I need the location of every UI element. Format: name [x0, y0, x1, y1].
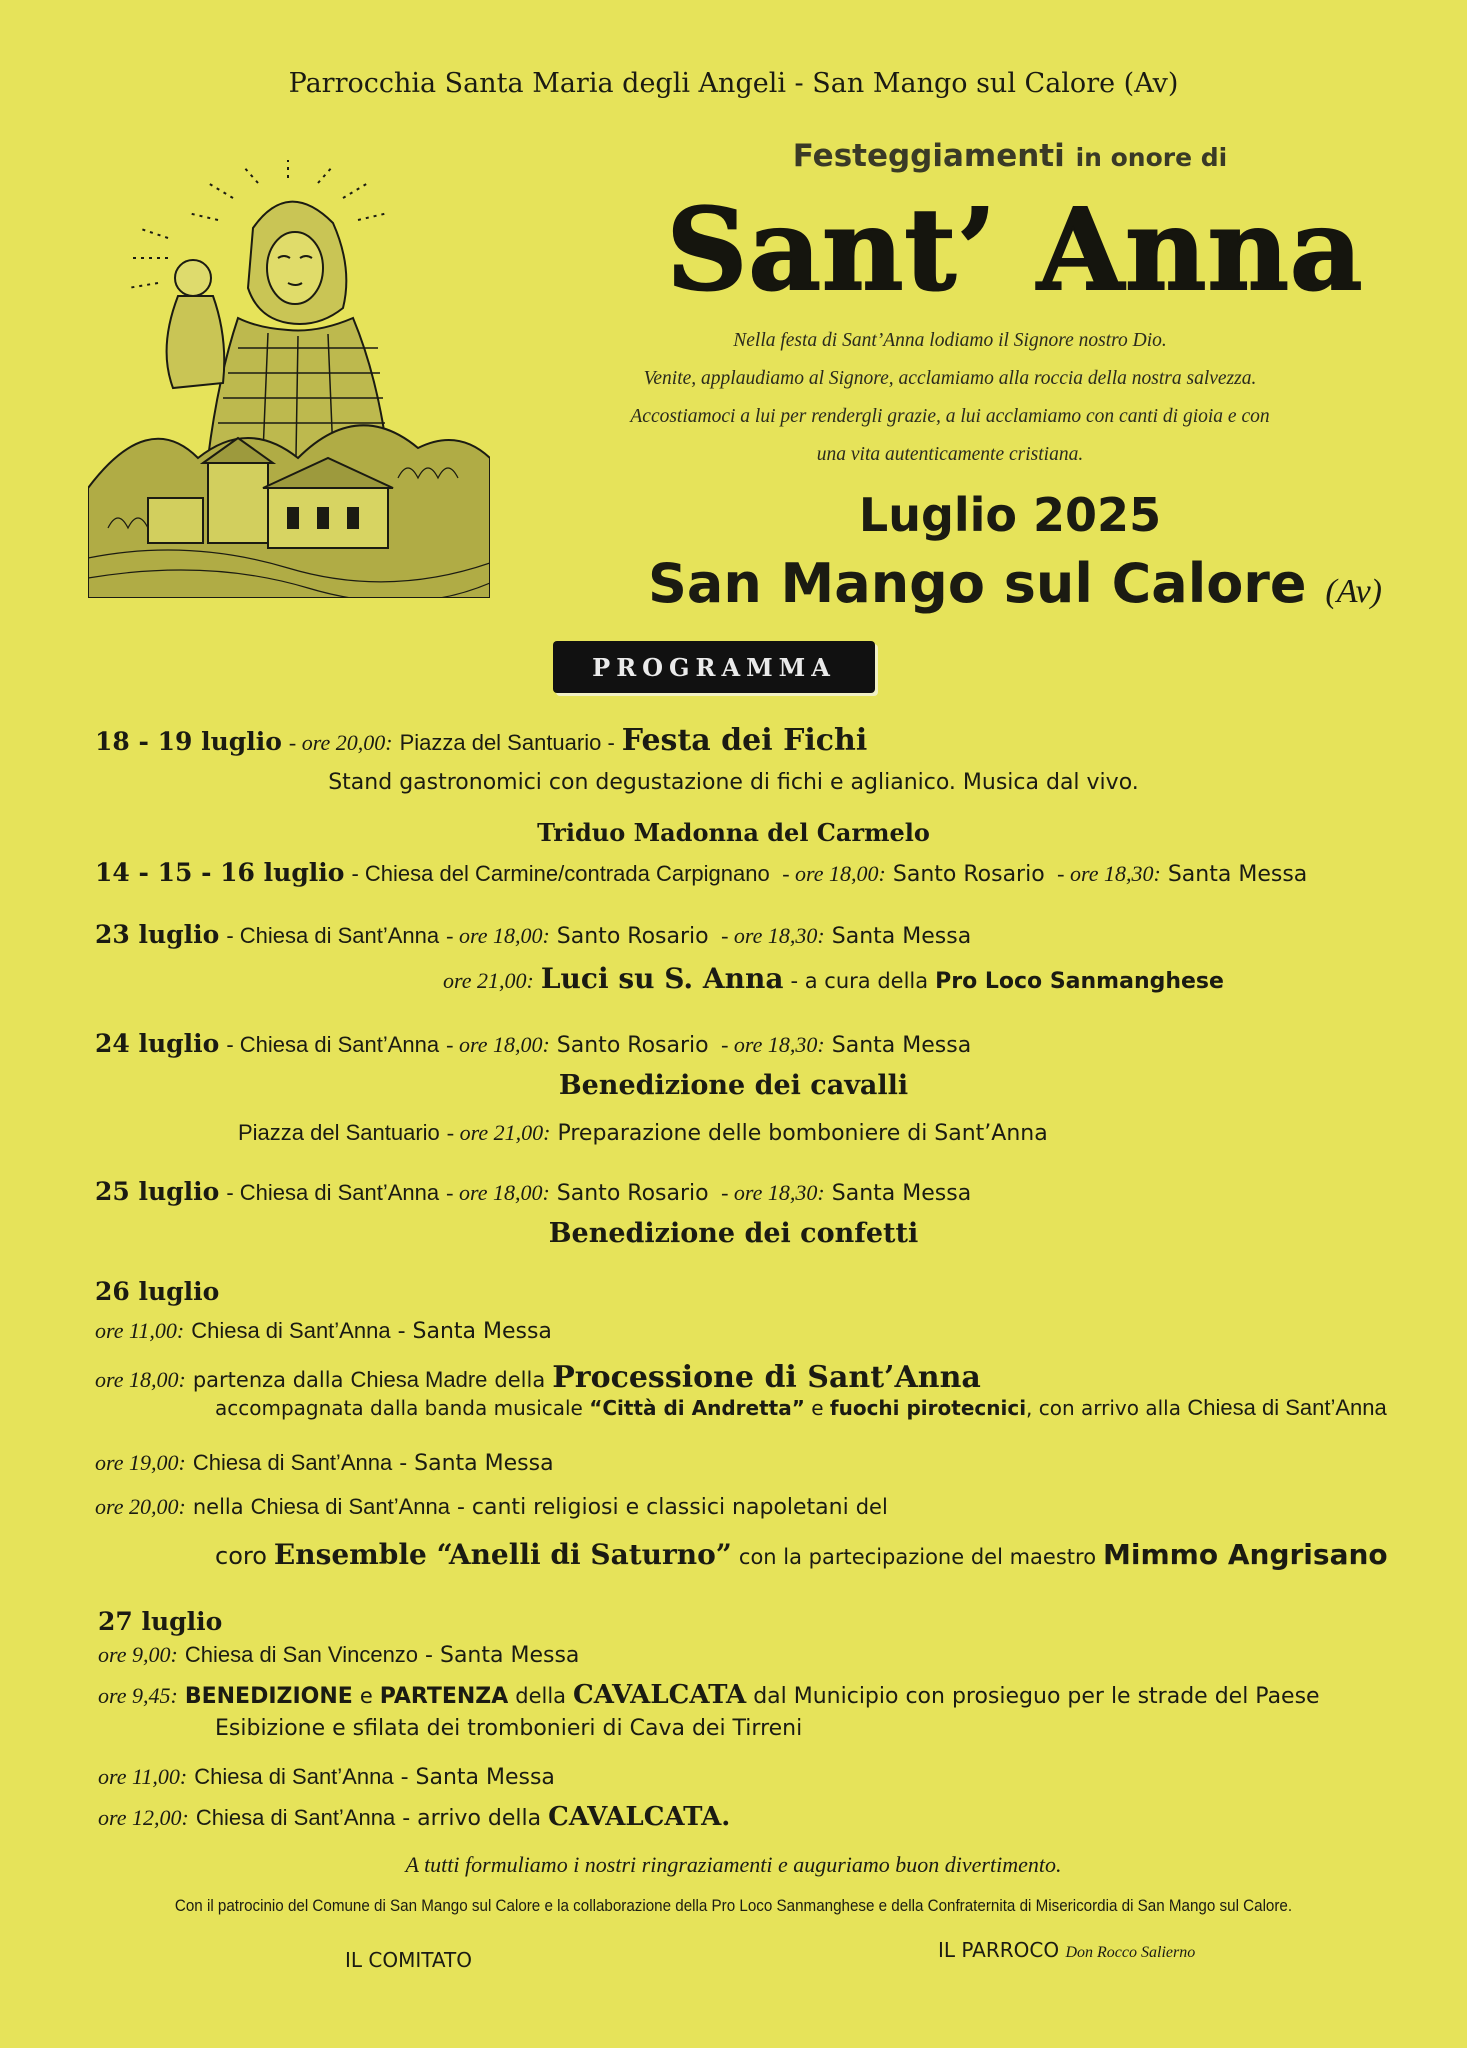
cavalcata: CAVALCATA. [548, 1802, 731, 1832]
quote-line-3: Accostiamoci a lui per rendergli grazie, a lui acclamiamo con canti di gioia e con [630, 406, 1270, 427]
row-27-1 [98, 1642, 579, 1668]
triduo-title: Triduo Madonna del Carmelo [537, 818, 930, 847]
in-onore-di: in onore di [1075, 143, 1228, 172]
date-23: 23 luglio [95, 920, 220, 949]
row-26-1 [95, 1318, 552, 1344]
partenza: PARTENZA [379, 1684, 509, 1709]
quote-block [540, 322, 1360, 474]
time-1: - ore 18,00: [446, 1180, 550, 1205]
row-26-4 [95, 1494, 888, 1520]
place: Chiesa di Sant’Anna [250, 1494, 450, 1519]
event-bomboniere: Preparazione delle bomboniere di Sant’Anna [557, 1121, 1048, 1146]
time-1: - ore 18,00: [782, 861, 886, 886]
parroco-signature [938, 1938, 1195, 1962]
time: ore 12,00: [98, 1805, 189, 1830]
band-name: “Città di Andretta” [589, 1396, 805, 1420]
quote-line-1: Nella festa di Sant’Anna lodiamo il Signore nostro Dio. [733, 330, 1167, 351]
place: Chiesa di Sant’Anna [194, 1764, 394, 1789]
place: Chiesa di Sant’Anna [1187, 1395, 1387, 1420]
row-25 [95, 1177, 971, 1206]
event: - Santa Messa [425, 1643, 580, 1668]
text: della [494, 1368, 546, 1392]
row-26-2 [95, 1360, 981, 1395]
text: e [811, 1396, 824, 1420]
date-18-19: 18 - 19 luglio [95, 727, 282, 756]
time-1: - ore 18,00: [446, 923, 550, 948]
event-2: Santa Messa [831, 1033, 972, 1058]
festeggiamenti-word: Festeggiamenti [792, 138, 1065, 174]
event-2: Santa Messa [831, 1181, 972, 1206]
event: - Santa Messa [397, 1319, 552, 1344]
saint-anne-illustration-icon [88, 158, 490, 598]
row-24 [95, 1029, 971, 1058]
patronage-line: Con il patrocinio del Comune di San Mango sul Calore e la collaborazione della Pro Loco Sanmanghese e della Confraternita di Misericordia di San Mango sul Calore. [174, 1897, 1293, 1915]
ensemble-name: Ensemble “Anelli di Saturno” [273, 1538, 732, 1571]
text: partenza dalla [192, 1368, 344, 1392]
row-27-2 [98, 1680, 1320, 1710]
place: Piazza del Santuario - [399, 730, 615, 755]
place: Chiesa di Sant’Anna [192, 1450, 393, 1475]
time: - ore 20,00: [288, 730, 393, 755]
thanks-line: A tutti formuliamo i nostri ringraziamenti e auguriamo buon divertimento. [405, 1852, 1062, 1877]
place: - Chiesa di Sant’Anna [226, 923, 440, 948]
time: ore 11,00: [95, 1318, 185, 1343]
date-24: 24 luglio [95, 1029, 220, 1058]
row-23-evening [443, 962, 1224, 995]
date-27: 27 luglio [98, 1607, 223, 1636]
event: - Santa Messa [399, 1451, 554, 1476]
benedizione-confetti: Benedizione dei confetti [548, 1218, 919, 1249]
text: con la partecipazione del maestro [738, 1545, 1097, 1569]
event: - Santa Messa [400, 1765, 555, 1790]
time-3: ore 21,00: [443, 968, 534, 993]
benedizione-cavalli: Benedizione dei cavalli [558, 1070, 909, 1101]
event-processione: Processione di Sant’Anna [552, 1360, 981, 1395]
fichi-desc: Stand gastronomici con degustazione di fichi e aglianico. Musica dal vivo. [328, 770, 1139, 795]
event-1: Santo Rosario [556, 924, 709, 949]
place: - Chiesa di Sant’Anna [226, 1032, 440, 1057]
parroco-name: Don Rocco Salierno [1065, 1944, 1196, 1961]
time: ore 20,00: [95, 1494, 186, 1519]
place: Chiesa di Sant’Anna [195, 1805, 396, 1830]
text: nella [192, 1495, 244, 1519]
text: , con arrivo alla [1026, 1396, 1181, 1420]
quote-line-2: Venite, applaudiamo al Signore, acclamiamo alla roccia della nostra salvezza. [643, 368, 1257, 389]
time: ore 19,00: [95, 1450, 186, 1475]
time: ore 9,00: [98, 1642, 178, 1667]
coro: coro [215, 1542, 267, 1570]
page-title: Sant’ Anna [666, 185, 1364, 316]
programma-badge: PROGRAMMA [553, 641, 875, 693]
place: Chiesa di Sant’Anna [191, 1318, 391, 1343]
event-1: Santo Rosario [556, 1181, 709, 1206]
row-26-4-coro [215, 1538, 1388, 1571]
row-triduo [95, 858, 1307, 887]
maestro-name: Mimmo Angrisano [1103, 1538, 1388, 1571]
place: Chiesa di San Vincenzo [184, 1642, 419, 1667]
row-27-2-desc: Esibizione e sfilata dei trombonieri di Cava dei Tirreni [215, 1716, 803, 1741]
month-year: Luglio 2025 [858, 488, 1162, 542]
time-2: - ore 18,30: [721, 923, 825, 948]
parish-name: Parrocchia Santa Maria degli Angeli - San Mango sul Calore (Av) [288, 68, 1179, 99]
town-name: San Mango sul Calore [647, 552, 1307, 615]
row-26-2-desc [215, 1395, 1387, 1421]
event-1: Santo Rosario [892, 862, 1045, 887]
org-pro-loco: Pro Loco Sanmanghese [935, 969, 1224, 994]
row-24-evening [238, 1120, 1048, 1146]
text: e [359, 1684, 373, 1708]
event-luci-su-s-anna: Luci su S. Anna [540, 962, 784, 995]
date-26: 26 luglio [95, 1277, 220, 1306]
row-23 [95, 920, 971, 949]
event-1: Santo Rosario [556, 1033, 709, 1058]
text: - arrivo della [402, 1806, 542, 1831]
time-1: - ore 18,00: [446, 1032, 550, 1057]
date-14-16: 14 - 15 - 16 luglio [95, 858, 345, 887]
benedizione: BENEDIZIONE [184, 1684, 353, 1709]
time-2: - ore 18,30: [1057, 861, 1161, 886]
event-2: Santa Messa [831, 924, 972, 949]
row-26-3 [95, 1450, 554, 1476]
row-27-4 [98, 1802, 730, 1832]
time-2: - ore 18,30: [721, 1032, 825, 1057]
date-25: 25 luglio [95, 1177, 220, 1206]
place-2: Piazza del Santuario [238, 1120, 440, 1145]
event-2: Santa Messa [1167, 862, 1308, 887]
text: della [515, 1684, 567, 1708]
province: (Av) [1325, 573, 1383, 610]
cavalcata: CAVALCATA [573, 1680, 747, 1710]
row-27-3 [98, 1764, 555, 1790]
town-line [585, 552, 1445, 615]
text: - canti religiosi e classici napoletani [456, 1495, 849, 1520]
time-3: - ore 21,00: [446, 1120, 551, 1145]
time: ore 18,00: [95, 1367, 186, 1392]
committee-signature: IL COMITATO [345, 1948, 473, 1972]
row-fichi [95, 723, 867, 758]
text: dal Municipio con prosieguo per le strade del Paese [753, 1684, 1320, 1709]
text: del [855, 1495, 888, 1519]
event-festa-dei-fichi: Festa dei Fichi [621, 723, 868, 758]
text: accompagnata dalla banda musicale [215, 1396, 583, 1420]
place: Chiesa Madre [350, 1367, 488, 1392]
parroco-label: IL PARROCO [938, 1938, 1060, 1962]
festeggiamenti-line [610, 138, 1410, 174]
place: - Chiesa del Carmine/contrada Carpignano [351, 861, 770, 886]
time: ore 9,45: [98, 1683, 178, 1708]
fireworks: fuochi pirotecnici [829, 1396, 1027, 1420]
time-2: - ore 18,30: [721, 1180, 825, 1205]
place: - Chiesa di Sant’Anna [226, 1180, 440, 1205]
by: - a cura della [790, 969, 929, 993]
quote-line-4: una vita autenticamente cristiana. [816, 444, 1084, 465]
time: ore 11,00: [98, 1764, 188, 1789]
